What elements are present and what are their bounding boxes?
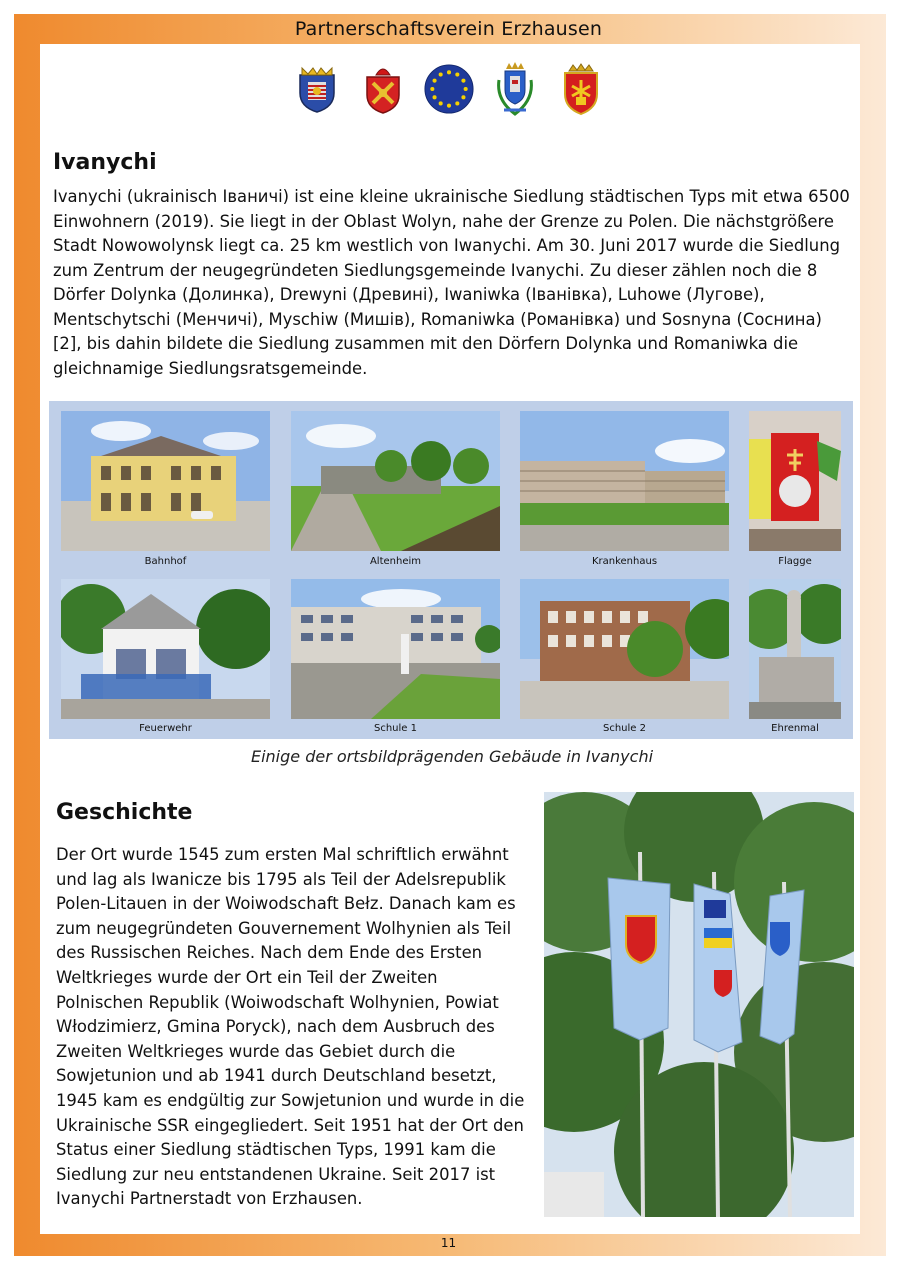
erzhausen-coat-of-arms-icon <box>292 60 342 118</box>
gallery-tile <box>520 411 729 579</box>
photo-gallery <box>49 401 853 739</box>
station-photo <box>61 411 270 551</box>
gallery-tile <box>61 411 270 579</box>
flag-photo <box>749 411 841 551</box>
gallery-caption: Einige der ortsbildprägenden Gebäude in Ivanychi <box>250 747 654 766</box>
gallery-tile <box>749 411 841 579</box>
photo-caption: Altenheim <box>369 556 422 567</box>
school-1-photo <box>291 579 500 719</box>
gallery-tile <box>291 579 500 737</box>
photo-caption: Feuerwehr <box>139 723 192 734</box>
gallery-tile <box>61 579 270 737</box>
header-title: Partnerschaftsverein Erzhausen <box>294 18 603 40</box>
intro-paragraph: Ivanychi (ukrainisch Іваничі) ist eine kleine ukrainische Siedlung städtischen Typs mit etwa 6500 Einwohnern (2019). Sie liegt in der Oblast Wolyn, nahe der Grenze zu Polen. Die nächstgrößere Stadt Nowowolynsk liegt ca. 25 km westlich von Iwanychi. Am 30. Juni 2017 wurde die Siedlung zum Zentrum der neugegründeten Siedlungsgemeinde Ivanychi. Zu dieser zählen noch die 8 Dörfer Dolynka (Долинка), Drewyni (Древині), Iwaniwka (Іванівка), Luhowe (Лугове), Mentschytschi (Менчичі), Myschiw (Мишів), Romaniwka (Романівка) und Sosnyna (Соснина) [2], bis dahin bildete die Siedlung zusammen mit den Dörfern Dolynka und Romaniwka die gleichnamige Siedlungsratsgemeinde. <box>53 187 850 378</box>
fire-station-photo <box>61 579 270 719</box>
intro-heading: Ivanychi <box>53 150 157 175</box>
history-paragraph: Der Ort wurde 1545 zum ersten Mal schriftlich erwähnt und lag als Iwanicze bis 1795 als Teil der Adelsrepublik Polen-Litauen in der Woiwodschaft Bełz. Danach kam es zum neugegründeten Gouvernement Wolhynien als Teil des Russischen Reiches. Nach dem Ende des Ersten Weltkrieges wurde der Ort ein Teil der Zweiten Polnischen Republik (Woiwodschaft Wolhynien, Powiat Włodzimierz, Gmina Poryck), nach dem Ausbruch des Zweiten Weltkrieges wurde das Gebiet durch die Sowjetunion und ab 1941 durch Deutschland besetzt, 1945 kam es endgültig zur Sowjetunion und wurde in die Ukrainische SSR eingegliedert. Seit 1951 hat der Ort den Status einer Siedlung städtischen Typs, 1991 kam die Siedlung zur neu entstandenen Ukraine. Seit 2017 ist Ivanychi Partnerstadt von Erzhausen. <box>56 845 525 1209</box>
hospital-photo <box>520 411 729 551</box>
photo-caption: Schule 1 <box>374 723 417 734</box>
photo-caption: Schule 2 <box>603 723 646 734</box>
school-2-photo <box>520 579 729 719</box>
ivanychi-coat-of-arms-icon <box>556 60 606 118</box>
retirement-home-photo <box>291 411 500 551</box>
partner-logos <box>0 58 897 120</box>
photo-caption: Bahnhof <box>144 556 187 567</box>
flags-photo <box>544 792 854 1217</box>
photo-caption: Krankenhaus <box>591 556 658 567</box>
memorial-photo <box>749 579 841 719</box>
history-heading: Geschichte <box>56 800 193 825</box>
city-arms-icon <box>490 60 540 118</box>
photo-caption: Ehrenmal <box>771 723 819 734</box>
gallery-tile <box>749 579 841 737</box>
church-arms-icon <box>358 60 408 118</box>
photo-caption: Flagge <box>778 556 812 567</box>
eu-flag-icon <box>424 60 474 118</box>
gallery-tile <box>291 411 500 579</box>
gallery-tile <box>520 579 729 737</box>
page-number: 11 <box>440 1236 457 1250</box>
